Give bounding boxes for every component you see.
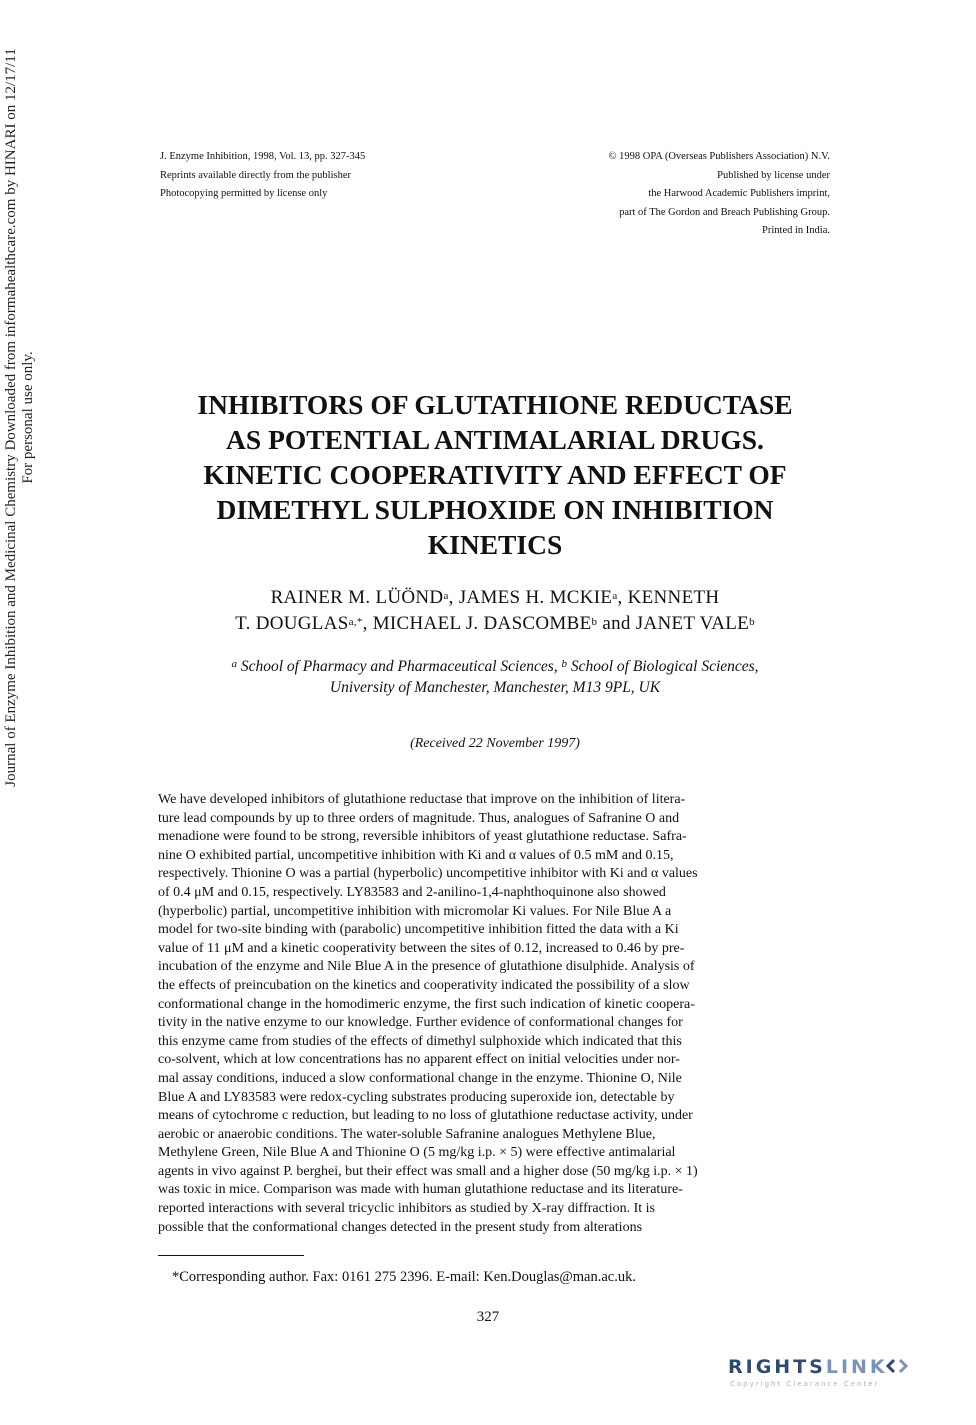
copyright-line: © 1998 OPA (Overseas Publishers Association) N.V. (608, 151, 830, 162)
abstract-line: conformational change in the homodimeric enzyme, the first such indication of kinetic coopera- (158, 996, 695, 1012)
author-list (160, 585, 830, 637)
author-name: RAINER M. LÜÖND (270, 587, 444, 608)
affiliation-pharmacy: School of Pharmacy and Pharmaceutical Sciences, (236, 658, 562, 675)
rightslink-logo[interactable] (728, 1356, 908, 1379)
abstract-line: the effects of preincubation on the kinetics and cooperativity indicated the possibility of a slow (158, 977, 690, 993)
abstract-line: of 0.4 μM and 0.15, respectively. LY83583 and 2-anilino-1,4-naphthoquinone also showed (158, 884, 666, 900)
affiliation-biology: School of Biological Sciences, (567, 658, 759, 675)
author-name: , KENNETH (617, 587, 720, 608)
chevron-link-icon (886, 1357, 908, 1379)
personal-use-note: For personal use only. (20, 351, 36, 484)
abstract-line: aerobic or anaerobic conditions. The water-soluble Safranine analogues Methylene Blue, (158, 1126, 656, 1142)
abstract-line: respectively. Thionine O was a partial (hyperbolic) uncompetitive inhibitor with Ki and α values (158, 866, 698, 882)
author-name: , MICHAEL J. DASCOMBE (362, 613, 592, 634)
logo-subtitle: Copyright Clearance Center (730, 1380, 880, 1388)
affiliation-marker: a (231, 658, 237, 670)
affiliation-line (150, 656, 840, 677)
affiliations (150, 656, 840, 698)
imprint-line: the Harwood Academic Publishers imprint, (648, 188, 830, 199)
title-line: KINETIC COOPERATIVITY AND EFFECT OF (203, 459, 787, 490)
abstract-line: co-solvent, which at low concentrations has no apparent effect on initial velocities under nor- (158, 1052, 680, 1068)
title-line: KINETICS (427, 529, 563, 560)
affiliation-marker: b (561, 658, 567, 670)
abstract-line: possible that the conformational changes detected in the present study from alterations (158, 1219, 643, 1235)
paper-title (160, 387, 830, 562)
abstract-line: reported interactions with several tricyclic inhibitors as studied by X-ray diffraction. It is (158, 1201, 655, 1217)
received-date: (Received 22 November 1997) (410, 736, 580, 751)
abstract-line: tivity in the native enzyme to our knowledge. Further evidence of conformational changes for (158, 1015, 683, 1031)
abstract-line: menadione were found to be strong, reversible inhibitors of yeast glutathione reductase. Safra- (158, 829, 687, 845)
printed-line: Printed in India. (762, 225, 830, 236)
abstract-line: value of 11 μM and a kinetic cooperativity between the sites of 0.12, increased to 0.46 by pre- (158, 940, 685, 956)
author-name: and JANET VALE (597, 613, 750, 634)
abstract-line: model for two-site binding with (parabolic) uncompetitive inhibition fitted the data with a Ki (158, 922, 679, 938)
abstract-line: incubation of the enzyme and Nile Blue A in the presence of glutathione disulphide. Analysis of (158, 959, 695, 975)
reprints-line: Reprints available directly from the publisher (160, 169, 351, 181)
author-name: T. DOUGLAS (235, 613, 349, 634)
photocopy-line: Photocopying permitted by license only (160, 188, 328, 199)
corresponding-author-footnote: *Corresponding author. Fax: 0161 275 2396. E-mail: Ken.Douglas@man.ac.uk. (172, 1269, 636, 1285)
affiliation-marker: a (443, 590, 449, 602)
page-number: 327 (476, 1309, 500, 1325)
abstract (158, 791, 830, 1237)
author-name: , JAMES H. MCKIE (448, 587, 613, 608)
citation-line: J. Enzyme Inhibition, 1998, Vol. 13, pp. 327-345 (160, 151, 366, 162)
group-line: part of The Gordon and Breach Publishing Group. (619, 206, 830, 218)
author-line (160, 611, 830, 637)
abstract-line: (hyperbolic) partial, uncompetitive inhibition with micromolar Ki values. For Nile Blue A a (158, 903, 672, 919)
logo-text-link: LINK (825, 1356, 888, 1378)
title-line: AS POTENTIAL ANTIMALARIAL DRUGS. (226, 424, 764, 455)
affiliation-marker: a,* (348, 616, 363, 628)
affiliation-address: University of Manchester, Manchester, M13 9PL, UK (329, 679, 661, 696)
license-line: Published by license under (717, 169, 830, 181)
abstract-line: Blue A and LY83583 were redox-cycling substrates producing superoxide ion, detectable by (158, 1089, 675, 1105)
abstract-line: ture lead compounds by up to three orders of magnitude. Thus, analogues of Safranine O and (158, 810, 680, 826)
footnote-divider (158, 1255, 304, 1256)
abstract-line: We have developed inhibitors of glutathione reductase that improve on the inhibition of litera- (158, 792, 686, 807)
abstract-line: mal assay conditions, induced a slow conformational change in the enzyme. Thionine O, Nile (158, 1070, 682, 1086)
title-line: INHIBITORS OF GLUTATHIONE REDUCTASE (197, 389, 793, 420)
title-line: DIMETHYL SULPHOXIDE ON INHIBITION (216, 494, 774, 525)
abstract-line: was toxic in mice. Comparison was made with human glutathione reductase and its literature- (158, 1182, 683, 1198)
abstract-line: means of cytochrome c reduction, but leading to no loss of glutathione reductase activity, under (158, 1108, 693, 1124)
author-line (160, 585, 830, 611)
abstract-line: nine O exhibited partial, uncompetitive inhibition with Ki and α values of 0.5 mM and 0.15, (158, 847, 674, 863)
affiliation-marker: b (591, 616, 598, 628)
download-watermark (3, 0, 53, 1130)
journal-citation-header (160, 148, 365, 204)
abstract-line: Methylene Green, Nile Blue A and Thionine O (5 mg/kg i.p. × 5) were effective antimalarial (158, 1145, 676, 1161)
publisher-header (470, 148, 830, 241)
logo-text-rights: RIGHTS (728, 1356, 826, 1378)
download-note: Journal of Enzyme Inhibition and Medicinal Chemistry Downloaded from informahealthcare.com by HINARI on 12/17/11 (3, 48, 19, 787)
abstract-line: agents in vivo against P. berghei, but their effect was small and a higher dose (50 mg/kg i.p. × 1) (158, 1163, 698, 1179)
abstract-line: this enzyme came from studies of the effects of dimethyl sulphoxide which indicated that this (158, 1033, 682, 1049)
affiliation-marker: b (749, 616, 755, 628)
affiliation-marker: a (612, 590, 618, 602)
